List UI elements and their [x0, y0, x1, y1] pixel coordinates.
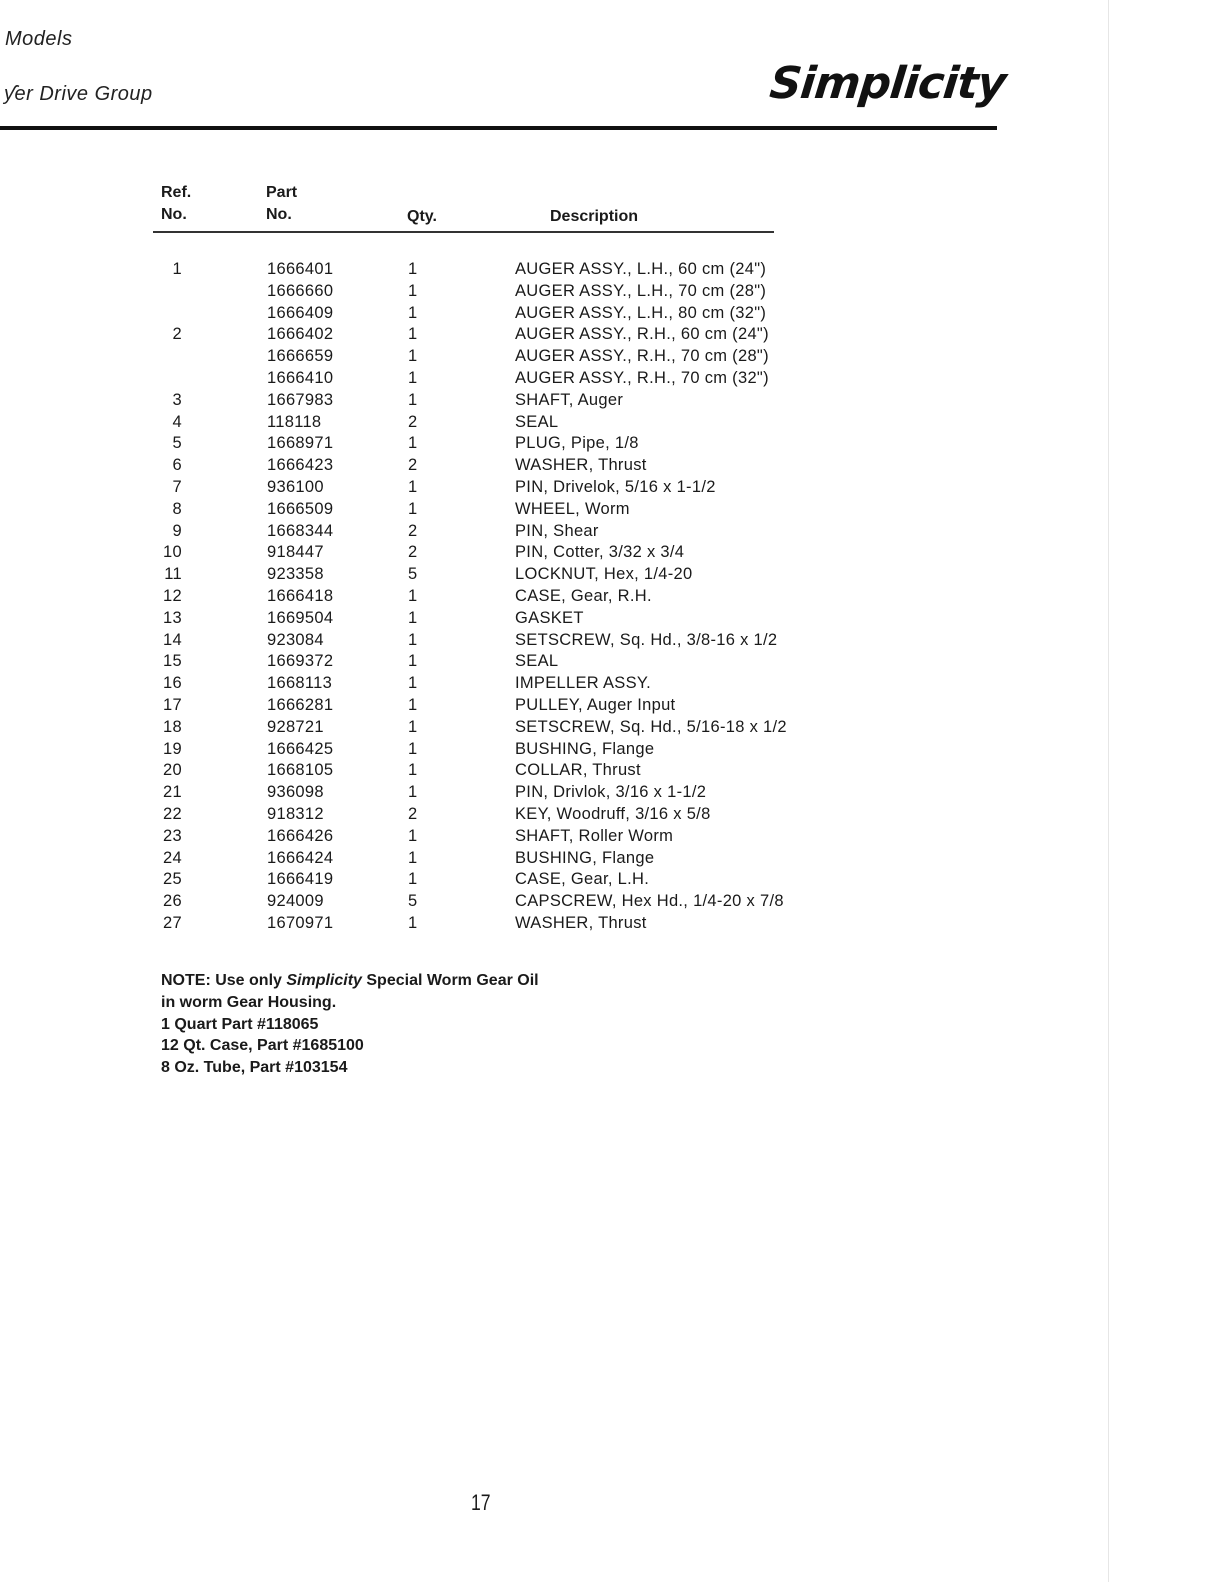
- table-row: [0, 542, 1222, 564]
- part-number: 936098: [267, 783, 324, 802]
- description: KEY, Woodruff, 3/16 x 5/8: [515, 804, 711, 823]
- qty-header: Qty.: [407, 208, 437, 225]
- ref-number: 13: [163, 608, 182, 627]
- quantity: 1: [408, 652, 418, 671]
- description: CAPSCREW, Hex Hd., 1/4-20 x 7/8: [515, 892, 784, 911]
- table-row: [0, 521, 1222, 543]
- quantity: 1: [408, 870, 418, 889]
- part-number: 1666281: [267, 695, 334, 714]
- table-row: [0, 630, 1222, 652]
- part-number: 1666425: [267, 739, 334, 758]
- part-header-line1: Part: [266, 184, 298, 201]
- quantity: 1: [408, 608, 418, 627]
- ref-number: 20: [163, 761, 182, 780]
- part-number: 1666659: [267, 347, 334, 366]
- note-line-4: 12 Qt. Case, Part #1685100: [161, 1037, 364, 1055]
- quantity: 1: [408, 260, 418, 278]
- ref-number: 26: [163, 892, 182, 911]
- part-number: 924009: [267, 892, 324, 911]
- description: SETSCREW, Sq. Hd., 3/8-16 x 1/2: [515, 630, 778, 649]
- table-row: [0, 695, 1222, 717]
- description: AUGER ASSY., R.H., 70 cm (28"): [515, 347, 769, 366]
- table-row: [0, 782, 1222, 804]
- description: AUGER ASSY., R.H., 60 cm (24"): [515, 325, 769, 344]
- table-row: [0, 564, 1222, 586]
- ref-number: 19: [163, 739, 182, 758]
- table-row: [0, 281, 1222, 303]
- table-row: [0, 412, 1222, 434]
- quantity: 1: [408, 913, 418, 932]
- description: SEAL: [515, 652, 559, 671]
- description: PIN, Cotter, 3/32 x 3/4: [515, 543, 685, 562]
- part-number: 1668105: [267, 761, 334, 780]
- ref-header-line2: No.: [161, 206, 187, 223]
- table-row: [0, 891, 1222, 913]
- description: SHAFT, Roller Worm: [515, 826, 674, 845]
- quantity: 1: [408, 783, 418, 802]
- part-number: 1666418: [267, 586, 334, 605]
- note-line-2: in worm Gear Housing.: [161, 993, 337, 1011]
- description: PULLEY, Auger Input: [515, 695, 676, 714]
- description: BUSHING, Flange: [515, 848, 655, 867]
- part-number: 118118: [267, 412, 322, 431]
- quantity: 1: [408, 281, 418, 300]
- ref-number: 14: [163, 630, 182, 649]
- table-row: [0, 826, 1222, 848]
- header-divider: [0, 126, 997, 130]
- part-number: 1666509: [267, 499, 334, 518]
- table-row: [0, 433, 1222, 455]
- description: BUSHING, Flange: [515, 739, 655, 758]
- description: PIN, Shear: [515, 521, 599, 540]
- note-line-1: [161, 970, 539, 992]
- ref-number: 22: [163, 804, 182, 823]
- description: PLUG, Pipe, 1/8: [515, 434, 639, 453]
- worm-gear-oil-note: [161, 970, 539, 1079]
- description: GASKET: [515, 608, 584, 627]
- table-row: [0, 804, 1222, 826]
- page-number: 17: [471, 1490, 491, 1515]
- table-row: [0, 346, 1222, 368]
- part-number: 1666410: [267, 368, 334, 387]
- quantity: 1: [408, 826, 418, 845]
- ref-number: 4: [172, 412, 182, 431]
- description: PIN, Drivlok, 3/16 x 1-1/2: [515, 783, 707, 802]
- table-row: [0, 848, 1222, 870]
- description: WASHER, Thrust: [515, 913, 647, 932]
- note-prefix: NOTE: Use only: [161, 972, 287, 989]
- quantity: 1: [408, 477, 418, 496]
- note-suffix: Special Worm Gear Oil: [361, 972, 539, 989]
- parts-table-header: [0, 182, 1222, 230]
- ref-header-line1: Ref.: [161, 184, 192, 201]
- ref-number: 11: [164, 565, 182, 584]
- table-row: [0, 477, 1222, 499]
- table-row: [0, 368, 1222, 390]
- header-models-text: Models: [5, 28, 73, 50]
- part-number: 1666401: [267, 260, 334, 278]
- quantity: 1: [408, 717, 418, 736]
- table-row: [0, 760, 1222, 782]
- simplicity-logo: Simplicity: [767, 58, 1008, 109]
- part-number: 1666660: [267, 281, 334, 300]
- part-number: 1668344: [267, 521, 334, 540]
- part-number: 1669504: [267, 608, 334, 627]
- quantity: 1: [408, 303, 418, 322]
- part-number: 918312: [267, 804, 324, 823]
- part-number: 1666423: [267, 456, 334, 475]
- header-group-title: ƴer Drive Group: [4, 83, 153, 105]
- ref-number: 17: [163, 695, 182, 714]
- table-row: [0, 739, 1222, 761]
- part-number: 1667983: [267, 390, 334, 409]
- table-row: [0, 913, 1222, 935]
- ref-number: 7: [172, 477, 182, 496]
- table-row: [0, 455, 1222, 477]
- ref-number: 16: [163, 674, 182, 693]
- note-line-3: 1 Quart Part #118065: [161, 1015, 319, 1033]
- quantity: 1: [408, 390, 418, 409]
- ref-number: 8: [172, 499, 182, 518]
- table-row: [0, 673, 1222, 695]
- ref-number: 27: [163, 913, 182, 932]
- ref-number: 5: [172, 434, 182, 453]
- table-row: [0, 651, 1222, 673]
- description: SEAL: [515, 412, 559, 431]
- part-header-line2: No.: [266, 206, 292, 223]
- quantity: 1: [408, 739, 418, 758]
- description: CASE, Gear, L.H.: [515, 870, 650, 889]
- description: WASHER, Thrust: [515, 456, 647, 475]
- ref-number: 24: [163, 848, 182, 867]
- ref-number: 3: [172, 390, 182, 409]
- ref-number: 6: [172, 456, 182, 475]
- table-row: [0, 586, 1222, 608]
- part-number: 936100: [267, 477, 324, 496]
- part-number: 918447: [267, 543, 324, 562]
- table-row: [0, 303, 1222, 325]
- part-number: 928721: [267, 717, 324, 736]
- description: AUGER ASSY., L.H., 80 cm (32"): [515, 303, 767, 322]
- quantity: 1: [408, 630, 418, 649]
- ref-number: 25: [163, 870, 182, 889]
- ref-number: 23: [163, 826, 182, 845]
- description: IMPELLER ASSY.: [515, 674, 651, 693]
- quantity: 2: [408, 521, 418, 540]
- description: CASE, Gear, R.H.: [515, 586, 652, 605]
- quantity: 1: [408, 499, 418, 518]
- ref-number: 10: [163, 543, 182, 562]
- description: WHEEL, Worm: [515, 499, 630, 518]
- part-number: 1666409: [267, 303, 334, 322]
- quantity: 2: [408, 804, 418, 823]
- description: AUGER ASSY., L.H., 60 cm (24"): [515, 260, 767, 278]
- description: COLLAR, Thrust: [515, 761, 641, 780]
- quantity: 1: [408, 695, 418, 714]
- description: LOCKNUT, Hex, 1/4-20: [515, 565, 693, 584]
- description: PIN, Drivelok, 5/16 x 1-1/2: [515, 477, 716, 496]
- table-row: [0, 608, 1222, 630]
- table-header-rule: [153, 231, 774, 233]
- ref-number: 12: [163, 586, 182, 605]
- table-row: [0, 869, 1222, 891]
- quantity: 2: [408, 412, 418, 431]
- part-number: 1668971: [267, 434, 334, 453]
- ref-number: 9: [172, 521, 182, 540]
- note-line-5: 8 Oz. Tube, Part #103154: [161, 1059, 348, 1077]
- quantity: 1: [408, 347, 418, 366]
- table-row: [0, 717, 1222, 739]
- part-number: 1666402: [267, 325, 334, 344]
- quantity: 5: [408, 892, 418, 911]
- ref-number: 15: [163, 652, 182, 671]
- quantity: 2: [408, 543, 418, 562]
- table-row: [0, 499, 1222, 521]
- ref-number: 2: [172, 325, 182, 344]
- description: SETSCREW, Sq. Hd., 5/16-18 x 1/2: [515, 717, 787, 736]
- ref-number: 1: [172, 260, 182, 278]
- part-number: 1668113: [267, 674, 333, 693]
- description: SHAFT, Auger: [515, 390, 624, 409]
- part-number: 1666419: [267, 870, 334, 889]
- quantity: 1: [408, 325, 418, 344]
- table-row: [0, 390, 1222, 412]
- part-number: 1666426: [267, 826, 334, 845]
- quantity: 1: [408, 434, 418, 453]
- quantity: 5: [408, 565, 418, 584]
- quantity: 1: [408, 761, 418, 780]
- quantity: 1: [408, 674, 418, 693]
- part-number: 1669372: [267, 652, 334, 671]
- description: AUGER ASSY., R.H., 70 cm (32"): [515, 368, 769, 387]
- note-brand: Simplicity: [286, 972, 362, 989]
- quantity: 1: [408, 368, 418, 387]
- ref-number: 18: [163, 717, 182, 736]
- part-number: 923358: [267, 565, 324, 584]
- quantity: 2: [408, 456, 418, 475]
- table-row: [0, 259, 1222, 281]
- description-header: Description: [550, 208, 639, 225]
- part-number: 1670971: [267, 913, 334, 932]
- description: AUGER ASSY., L.H., 70 cm (28"): [515, 281, 767, 300]
- part-number: 1666424: [267, 848, 334, 867]
- part-number: 923084: [267, 630, 324, 649]
- quantity: 1: [408, 848, 418, 867]
- table-row: [0, 324, 1222, 346]
- parts-list: [0, 259, 1222, 935]
- quantity: 1: [408, 586, 418, 605]
- ref-number: 21: [163, 783, 182, 802]
